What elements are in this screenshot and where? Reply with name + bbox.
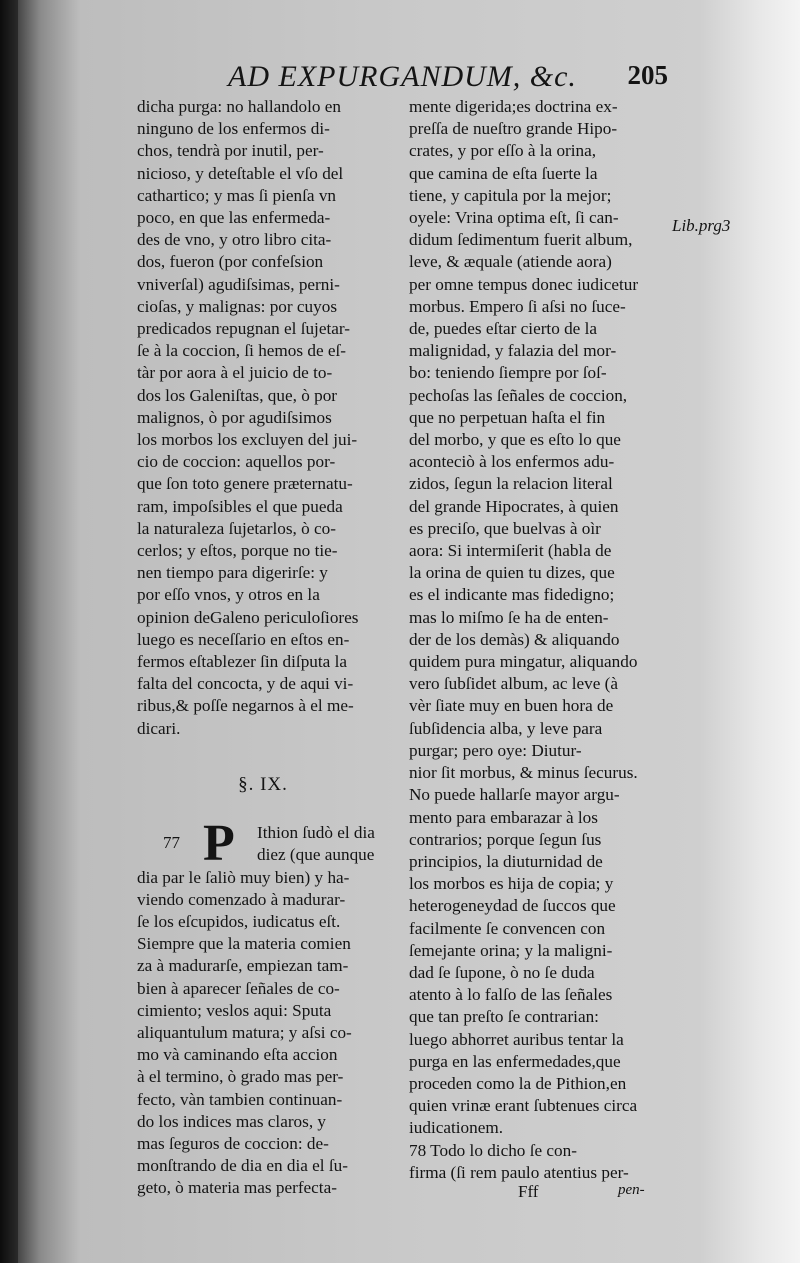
text-line: Ithion ſudò el dia [257, 823, 375, 843]
text-line: dia par le ſaliò muy bien) y ha- [137, 867, 350, 887]
text-line: ſubſidencia alba, y leve para [409, 718, 603, 738]
text-line: que camina de eſta ſuerte la [409, 163, 598, 183]
text-line: luego es neceſſario en eſtos en- [137, 629, 350, 649]
text-line: que no perpetuan haſta el fin [409, 407, 606, 427]
text-line: zidos, ſegun la relacion literal [409, 474, 613, 494]
text-line: pechoſas las ſeñales de coccion, [409, 385, 628, 405]
drop-cap: P [203, 815, 235, 873]
catchword: pen- [618, 1182, 645, 1198]
text-line: vniverſal) agudiſsimas, perni- [137, 274, 340, 294]
text-line: los morbos los excluyen del jui- [137, 430, 358, 450]
text-line: der de los demàs) & aliquando [409, 629, 620, 649]
page-number: 205 [627, 60, 668, 90]
text-line: à el termino, ò grado mas per- [137, 1067, 344, 1087]
text-line: tiene, y capitula por la mejor; [409, 185, 612, 205]
text-line: mento para embarazar à los [409, 807, 598, 827]
text-line: 78 Todo lo dicho ſe con- [409, 1140, 577, 1160]
running-title: AD EXPURGANDUM, &c. [228, 60, 577, 93]
text-line: heterogeneydad de ſuccos que [409, 896, 616, 916]
text-line: Siempre que la materia comien [137, 934, 351, 954]
text-line: la naturaleza ſujetarlos, ò co- [137, 518, 336, 538]
book-spine-shadow [0, 0, 18, 1263]
text-line: los morbos es hija de copia; y [409, 874, 614, 894]
text-line: quidem pura mingatur, aliquando [409, 652, 638, 672]
text-line: que ſon toto genere præternatu- [137, 474, 353, 494]
text-line: nior ſit morbus, & minus ſecurus. [409, 763, 638, 783]
section-heading: §. IX. [238, 773, 288, 795]
text-line: preſſa de nueſtro grande Hipo- [409, 119, 618, 139]
running-header [228, 58, 668, 98]
text-line: bien à aparecer ſeñales de co- [137, 978, 340, 998]
text-line: luego abhorret auribus tentar la [409, 1029, 624, 1049]
text-line: poco, en que las enfermeda- [137, 208, 331, 228]
text-line: cioſas, y malignas: por cuyos [137, 296, 338, 316]
text-line: tàr por aora à el juicio de to- [137, 363, 333, 383]
text-line: que tan preſto ſe contrarian: [409, 1007, 599, 1027]
text-line: ninguno de los enfermos di- [137, 119, 330, 139]
text-line: aconteciò à los enfermos adu- [409, 452, 615, 472]
text-line: del grande Hipocrates, à quien [409, 496, 619, 516]
text-line: vero ſubſidet album, ac leve (à [409, 674, 619, 694]
left-column-text [137, 96, 389, 740]
text-line: dos los Galeniſtas, que, ò por [137, 385, 338, 405]
text-line: monſtrando de dia en dia el ſu- [137, 1156, 348, 1176]
text-line: leve, & æquale (atiende aora) [409, 252, 612, 272]
text-line: por eſſo vnos, y otros en la [137, 585, 320, 605]
paragraph-77-text [137, 867, 389, 1200]
paragraph-77 [137, 815, 389, 1199]
text-line: dicha purga: no hallandolo en [137, 97, 341, 116]
text-line: crates, y por eſſo à la orina, [409, 141, 597, 161]
text-line: diez (que aunque [257, 845, 375, 865]
text-line: opinion deGaleno periculoſiores [137, 607, 359, 627]
text-line: dad ſe ſupone, ò no ſe duda [409, 962, 595, 982]
text-line: dos, fueron (por confeſsion [137, 252, 324, 272]
text-line: firma (ſi rem paulo atentius per- [409, 1162, 629, 1182]
text-line: fermos eſtablezer ſin diſputa la [137, 652, 347, 672]
text-line: chos, tendrà por inutil, per- [137, 141, 324, 161]
text-line: do los indices mas claros, y [137, 1111, 327, 1131]
signature-mark: Fff [518, 1182, 539, 1201]
text-line: No puede hallarſe mayor argu- [409, 785, 620, 805]
text-line: contrarios; porque ſegun ſus [409, 829, 602, 849]
text-line: za à madurarſe, empiezan tam- [137, 956, 349, 976]
text-line: per omne tempus donec iudicetur [409, 274, 639, 294]
right-column [409, 96, 663, 1184]
text-line: geto, ò materia mas perfecta- [137, 1178, 337, 1198]
text-line: ribus,& poſſe negarnos à el me- [137, 696, 354, 716]
text-line: mas lo miſmo ſe ha de enten- [409, 607, 609, 627]
text-line: es preciſo, que buelvas à oìr [409, 518, 601, 538]
text-line: aora: Si intermiſerit (habla de [409, 541, 612, 561]
text-line: predicados repugnan el ſujetar- [137, 319, 350, 339]
text-line: malignidad, y falazia del mor- [409, 341, 617, 361]
text-line: oyele: Vrina optima eſt, ſi can- [409, 208, 619, 228]
text-line: cimiento; veslos aqui: Sputa [137, 1000, 332, 1020]
text-line: del morbo, y que es eſto lo que [409, 430, 621, 450]
text-line: facilmente ſe convencen con [409, 918, 606, 938]
text-line: falta del concocta, y de aqui vi- [137, 674, 354, 694]
text-line: cio de coccion: aquellos por- [137, 452, 336, 472]
left-column [137, 96, 389, 1200]
text-line: cerlos; y eſtos, porque no tie- [137, 541, 338, 561]
text-line: vèr ſiate muy en buen hora de [409, 696, 614, 716]
text-line: ram, impoſsibles el que pueda [137, 496, 343, 516]
text-line: morbus. Empero ſi aſsi no ſuce- [409, 296, 626, 316]
text-line: ſe à la coccion, ſi hemos de eſ- [137, 341, 347, 361]
text-line: nicioso, y deteſtable el vſo del [137, 163, 344, 183]
text-line: mo và caminando eſta accion [137, 1045, 338, 1065]
text-line: viendo comenzado à madurar- [137, 889, 346, 909]
text-line: la orina de quien tu dizes, que [409, 563, 615, 583]
text-line: de, puedes eſtar cierto de la [409, 319, 598, 339]
text-line: iudicationem. [409, 1118, 504, 1138]
text-line: dicari. [137, 718, 181, 738]
text-line: ſemejante orina; y la maligni- [409, 940, 613, 960]
paragraph-number: 77 [163, 833, 180, 853]
text-line: cathartico; y mas ſi pienſa vn [137, 185, 337, 205]
text-line: purga en las enfermedades,que [409, 1051, 621, 1071]
text-line: quien vrinæ erant ſubtenues circa [409, 1096, 638, 1116]
text-line: didum ſedimentum fuerit album, [409, 230, 633, 250]
text-line: ſe los eſcupidos, iudicatus eſt. [137, 911, 341, 931]
text-line: purgar; pero oye: Diutur- [409, 740, 582, 760]
text-line: bo: teniendo ſiempre por ſoſ- [409, 363, 607, 383]
text-line: des de vno, y otro libro cita- [137, 230, 332, 250]
text-line: aliquantulum matura; y aſsi co- [137, 1022, 352, 1042]
text-line: mas ſeguros de coccion: de- [137, 1133, 329, 1153]
text-line: malignos, ò por agudiſsimos [137, 407, 332, 427]
margin-note: Lib.prg3 [672, 216, 731, 235]
text-line: principios, la diuturnidad de [409, 851, 603, 871]
text-line: atento à lo falſo de las ſeñales [409, 985, 613, 1005]
text-line: nen tiempo para digerirſe: y [137, 563, 328, 583]
text-line: mente digerida;es doctrina ex- [409, 97, 618, 116]
right-column-text [409, 96, 663, 1184]
text-line: es el indicante mas fidedigno; [409, 585, 615, 605]
text-line: proceden como la de Pithion,en [409, 1073, 627, 1093]
text-line: fecto, vàn tambien continuan- [137, 1089, 343, 1109]
